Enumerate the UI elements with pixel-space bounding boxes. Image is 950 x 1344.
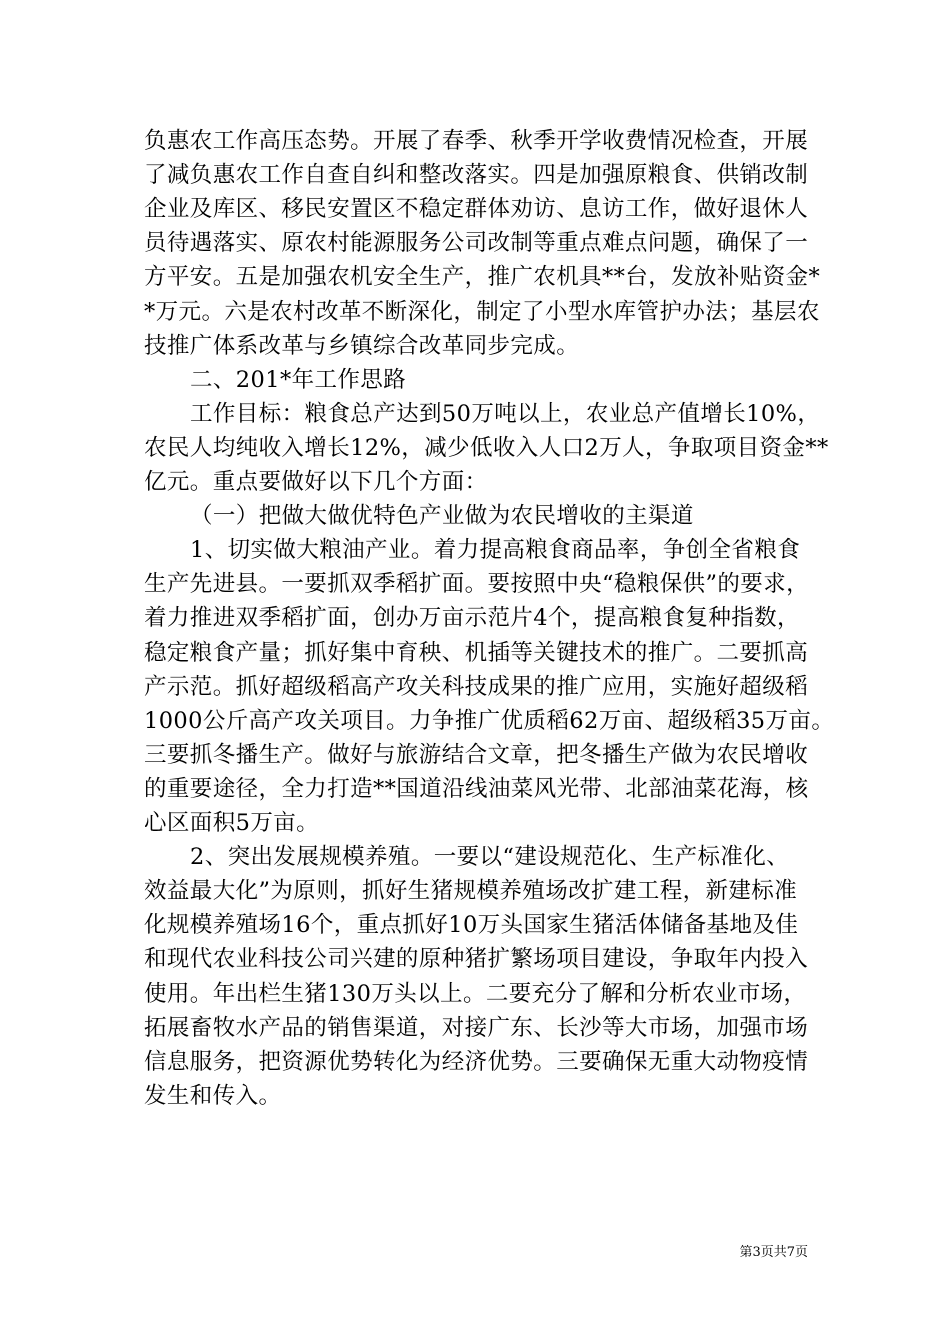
paragraph-line: 农民人均纯收入增长12%，减少低收入人口2万人，争取项目资金** — [144, 435, 829, 461]
paragraph-line: 技推广体系改革与乡镇综合改革同步完成。 — [144, 333, 580, 359]
paragraph-line: 生产先进县。一要抓双季稻扩面。要按照中央“稳粮保供”的要求， — [144, 571, 810, 597]
paragraph-line: 负惠农工作高压态势。开展了春季、秋季开学收费情况检查，开展 — [144, 128, 809, 154]
paragraph-line: 1、切实做大粮油产业。着力提高粮食商品率，争创全省粮食 — [190, 537, 801, 563]
paragraph-line: 拓展畜牧水产品的销售渠道，对接广东、长沙等大市场，加强市场 — [144, 1015, 809, 1041]
paragraph-line: 着力推进双季稻扩面，创办万亩示范片4个，提高粮食复种指数， — [144, 605, 800, 631]
page-number: 第3页共7页 — [739, 1245, 808, 1260]
paragraph-line: 1000公斤高产攻关项目。力争推广优质稻62万亩、超级稻35万亩。 — [144, 708, 835, 734]
paragraph-line: 三要抓冬播生产。做好与旅游结合文章，把冬播生产做为农民增收 — [144, 742, 809, 768]
paragraph-line: 亿元。重点要做好以下几个方面： — [144, 469, 488, 495]
paragraph-line: 信息服务，把资源优势转化为经济优势。三要确保无重大动物疫情 — [144, 1049, 809, 1075]
paragraph-line: 使用。年出栏生猪130万头以上。二要充分了解和分析农业市场， — [144, 981, 807, 1007]
paragraph-line: 方平安。五是加强农机安全生产，推广农机具**台，发放补贴资金* — [144, 264, 821, 290]
paragraph-line: 员待遇落实、原农村能源服务公司改制等重点难点问题，确保了一 — [144, 230, 809, 256]
paragraph-line: *万元。六是农村改革不断深化，制定了小型水库管护办法；基层农 — [144, 299, 820, 325]
subsection-heading: （一）把做大做优特色产业做为农民增收的主渠道 — [190, 503, 694, 529]
paragraph-line: 的重要途径，全力打造**国道沿线油菜风光带、北部油菜花海，核 — [144, 776, 809, 802]
paragraph-line: 了减负惠农工作自查自纠和整改落实。四是加强原粮食、供销改制 — [144, 162, 809, 188]
paragraph-line: 企业及库区、移民安置区不稳定群体劝访、息访工作，做好退休人 — [144, 196, 809, 222]
paragraph-line: 心区面积5万亩。 — [144, 810, 320, 836]
paragraph-line: 化规模养殖场16个，重点抓好10万头国家生猪活体储备基地及佳 — [144, 912, 799, 938]
section-heading: 二、201*年工作思路 — [190, 367, 407, 393]
paragraph-line: 稳定粮食产量；抓好集中育秧、机插等关键技术的推广。二要抓高 — [144, 640, 809, 666]
paragraph-line: 产示范。抓好超级稻高产攻关科技成果的推广应用，实施好超级稻 — [144, 674, 809, 700]
paragraph-line: 效益最大化”为原则，抓好生猪规模养殖场改扩建工程，新建标准 — [144, 878, 798, 904]
paragraph-line: 和现代农业科技公司兴建的原种猪扩繁场项目建设，争取年内投入 — [144, 946, 809, 972]
paragraph-line: 2、突出发展规模养殖。一要以“建设规范化、生产标准化、 — [190, 844, 790, 870]
paragraph-line: 发生和传入。 — [144, 1083, 282, 1109]
paragraph-line: 工作目标：粮食总产达到50万吨以上，农业总产值增长10%， — [190, 401, 821, 427]
